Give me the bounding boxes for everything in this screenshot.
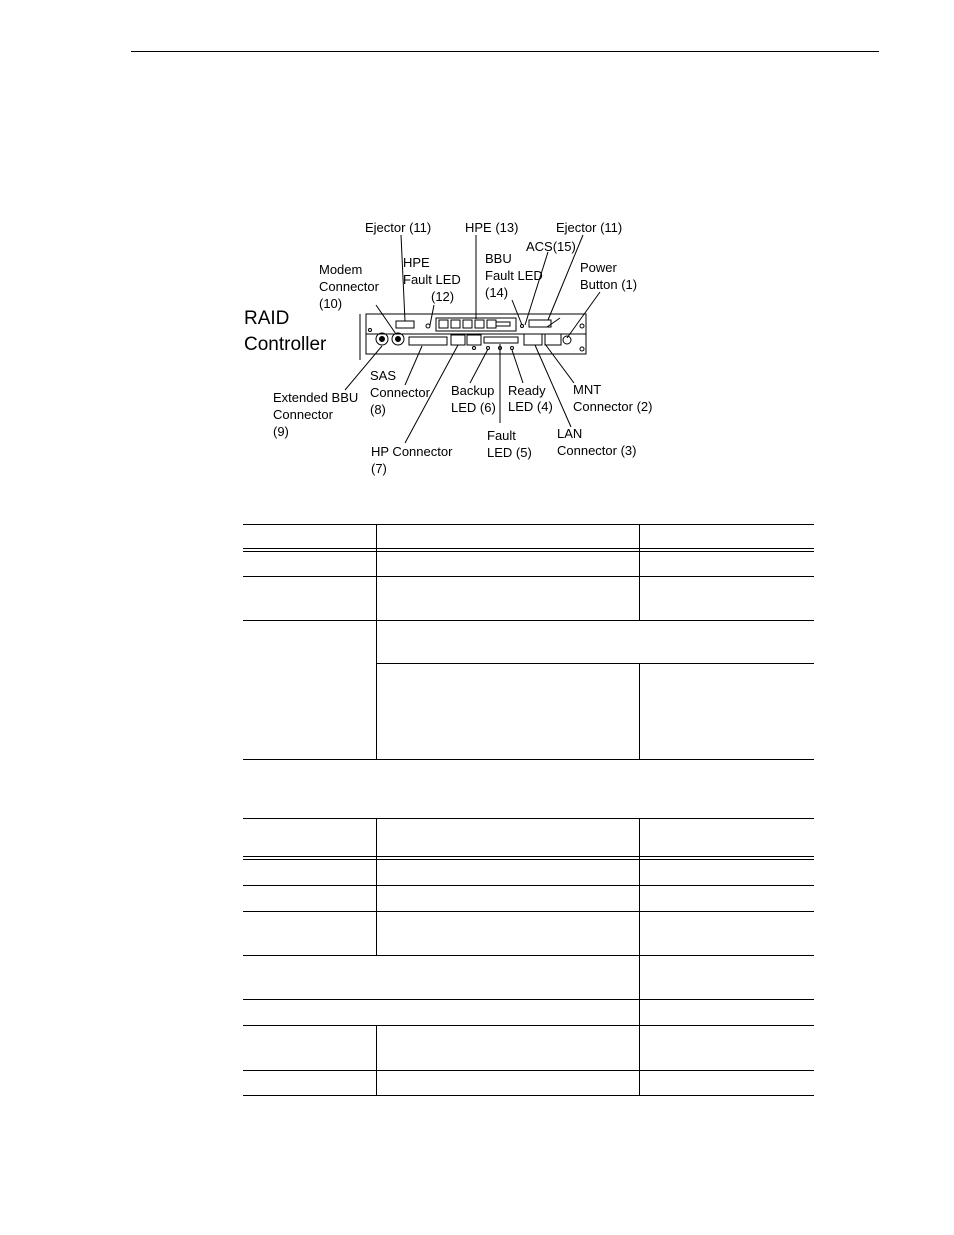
table-rule — [243, 524, 814, 525]
table-rule — [243, 955, 814, 956]
label-bbu-fault-line1: BBU — [485, 251, 512, 266]
figure-title-line2: Controller — [244, 334, 327, 355]
label-ready-line2: LED (4) — [508, 399, 553, 414]
label-lan-line1: LAN — [557, 426, 583, 441]
table-rule — [243, 1070, 814, 1071]
label-backup-line2: LED (6) — [451, 400, 496, 415]
label-hpe-fault-line3: (12) — [431, 289, 455, 304]
label-sas-line2: Connector — [370, 385, 430, 400]
raid-controller-diagram — [0, 0, 954, 520]
label-power-line2: Button (1) — [580, 277, 638, 292]
table-rule — [243, 885, 814, 886]
label-bbu-fault-line3: (14) — [485, 285, 509, 300]
label-sas-line3: (8) — [370, 402, 386, 417]
label-mnt-line1: MNT — [573, 382, 602, 397]
figure-title-line1: RAID — [244, 308, 290, 329]
table-rule — [243, 576, 814, 577]
label-ejector-left: Ejector (11) — [365, 220, 432, 235]
label-sas-line1: SAS — [370, 368, 397, 383]
label-hp-line1: HP Connector — [371, 444, 453, 459]
label-modem-line2: Connector — [319, 279, 379, 294]
table-col-divider — [639, 524, 640, 620]
label-hpe-fault-line1: HPE — [403, 255, 430, 270]
label-backup-line1: Backup — [451, 383, 495, 398]
label-lan-line2: Connector (3) — [557, 443, 637, 458]
table-rule — [243, 818, 814, 819]
table-rule — [243, 1025, 814, 1026]
label-hpe-fault-line2: Fault LED — [403, 272, 461, 287]
table-rule — [243, 620, 814, 621]
label-modem-line3: (10) — [319, 296, 343, 311]
table-col-divider — [639, 663, 640, 760]
table-header-rule — [243, 548, 814, 549]
table-header-rule — [243, 856, 814, 857]
label-ext-bbu-line3: (9) — [273, 424, 289, 439]
label-ejector-right: Ejector (11) — [556, 220, 623, 235]
label-ready-line1: Ready — [508, 383, 546, 398]
label-acs: ACS(15) — [526, 239, 576, 254]
label-hpe-13: HPE (13) — [465, 220, 519, 235]
table-col-divider — [639, 818, 640, 1095]
table-1 — [243, 524, 814, 760]
table-rule — [376, 663, 814, 664]
label-fault-line2: LED (5) — [487, 445, 532, 460]
table-col-divider — [376, 1025, 377, 1095]
label-ext-bbu-line1: Extended BBU — [273, 390, 359, 405]
table-rule — [243, 999, 814, 1000]
label-bbu-fault-line2: Fault LED — [485, 268, 543, 283]
table-col-divider — [376, 818, 377, 955]
label-modem-line1: Modem — [319, 262, 363, 277]
table-rule — [243, 911, 814, 912]
label-hp-line2: (7) — [371, 461, 387, 476]
table-rule — [243, 759, 814, 760]
label-mnt-line2: Connector (2) — [573, 399, 653, 414]
label-power-line1: Power — [580, 260, 617, 275]
table-header-rule — [243, 551, 814, 552]
table-rule — [243, 1095, 814, 1096]
table-header-rule — [243, 859, 814, 860]
callout-labels — [273, 220, 652, 476]
table-2 — [243, 818, 814, 1096]
label-ext-bbu-line2: Connector — [273, 407, 333, 422]
label-fault-line1: Fault — [487, 428, 516, 443]
table-col-divider — [376, 524, 377, 760]
